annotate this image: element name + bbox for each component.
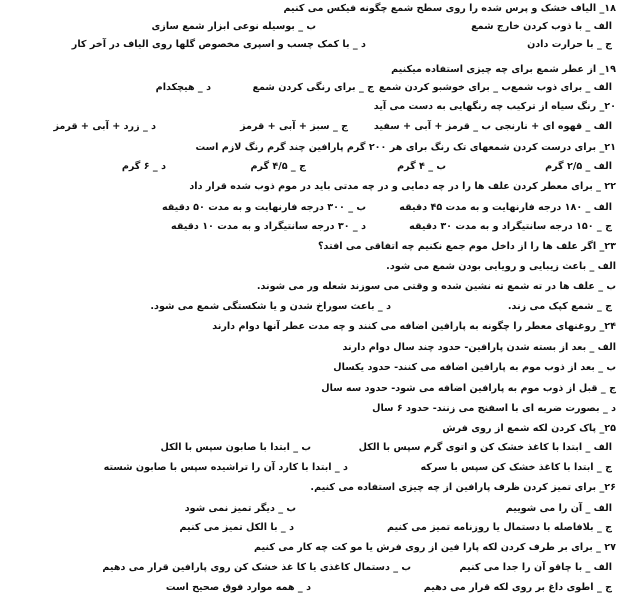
options-row [4, 118, 616, 135]
question-19: ۱۹_ از عطر شمع برای چه چیزی استفاده میکنیم [391, 64, 616, 75]
option-b: ب _ دیگر تمیز نمی شود [184, 503, 296, 514]
option-d: د _ ۳۰ درجه سانتیگراد و به مدت ۱۰ دقیقه [171, 221, 366, 232]
option-b: ب _ بوسیله نوعی ابزار شمع سازی [151, 21, 316, 32]
option-d: د _ هیچکدام [155, 82, 211, 93]
option-d: د _ ابتدا با کارد آن را تراشیده سپس با صابون شسته [103, 462, 348, 473]
option-c: ج _ بلافاصله با دستمال یا روزنامه تمیز می کنیم [386, 522, 612, 533]
option-b: ب _ قرمز + آبی + سفید [373, 121, 491, 132]
option-a: الف _ قهوه ای + نارنجی [494, 121, 612, 132]
option-b: ب _ ۳۰۰ درجه فارنهایت و به مدت ۵۰ دقیقه [161, 202, 366, 213]
option-a: الف _ بعد از بسته شدن پارافین- حدود چند سال دوام دارند [342, 342, 616, 353]
option-d: د _ زرد + آبی + قرمز [53, 121, 156, 132]
question-23: ۲۳_ اگر علف ها را از داخل موم جمع نکنیم چه اتفاقی می افتد؟ [317, 241, 616, 252]
options-row [4, 79, 616, 96]
option-d: د _ با کمک چسب و اسپری مخصوص گلها روی الیاف در آخر کار [71, 39, 366, 50]
option-c: ج _ ۴/۵ گرم [250, 161, 306, 172]
question-25: ۲۵_ پاک کردن لکه شمع از روی فرش [442, 423, 616, 434]
options-row [4, 579, 616, 596]
option-c: ج _ با حرارت دادن [527, 39, 612, 50]
option-a: الف _ ابتدا با کاغذ خشک کن و اتوی گرم سپس با الکل [358, 442, 612, 453]
question-22: ۲۲ _ برای معطر کردن علف ها را در چه دمایی و در چه مدتی باید در موم ذوب شده قرار داد [189, 181, 616, 192]
option-b: ب _ ۴ گرم [397, 161, 446, 172]
options-row [4, 439, 616, 456]
option-d: د _ همه موارد فوق صحیح است [165, 582, 311, 593]
option-b: ب _ ابتدا با صابون سپس با الکل [160, 442, 311, 453]
options-row [4, 519, 616, 536]
option-b: ب _ بعد از ذوب موم به پارافین اضافه می کنند- حدود یکسال [333, 362, 616, 373]
option-a: الف _ ۲/۵ گرم [545, 161, 612, 172]
question-20: ۲۰_ رنگ سیاه از ترکیب چه رنگهایی به دست می آید [373, 101, 616, 112]
option-c: ج _ ابتدا با کاغذ خشک کن سپس با سرکه [420, 462, 612, 473]
option-a: الف _ برای ذوب شمع [510, 82, 612, 93]
option-a: الف _ آن را می شوییم [505, 503, 612, 514]
option-c: ج _ ۱۵۰ درجه سانتیگراد و به مدت ۳۰ دقیقه [409, 221, 612, 232]
option-b: ب _ برای خوشبو کردن شمع [378, 82, 511, 93]
option-b: ب _ دستمال کاغذی یا کا غذ خشک کن روی پارافین قرار می دهیم [102, 562, 411, 573]
option-a: الف _ با چاقو آن را جدا می کنیم [459, 562, 612, 573]
question-24: ۲۴_ روغنهای معطر را چگونه به پارافین اضافه می کنند و چه مدت عطر آنها دوام دارند [212, 321, 616, 332]
option-d: د _ ۶ گرم [121, 161, 166, 172]
option-c: ج _ شمع کپک می زند. [507, 301, 612, 312]
question-27: ۲۷ _ برای بر طرف کردن لکه پارا فین از روی فرش یا مو کت چه کار می کنیم [253, 542, 616, 553]
options-row [4, 298, 616, 315]
question-21: ۲۱_ برای درست کردن شمعهای تک رنگ برای هر ۲۰۰ گرم پارافین چند گرم رنگ لازم است [195, 142, 616, 153]
question-26: ۲۶_ برای تمیز کردن ظرف پارافین از چه چیزی استفاده می کنیم. [310, 482, 616, 493]
option-c: ج _ قبل از ذوب موم به پارافین اضافه می شود- حدود سه سال [321, 383, 616, 394]
option-b: ب _ علف ها در ته شمع ته نشین شده و وقتی می سوزند شعله ور می شوند. [256, 281, 616, 292]
options-row [4, 199, 616, 216]
option-c: ج _ اطوی داغ بر روی لکه قرار می دهیم [423, 582, 612, 593]
option-c: ج _ برای رنگی کردن شمع [252, 82, 374, 93]
option-d: د _ بصورت ضربه ای با اسفنج می زنند- حدود ۶ سال [372, 403, 616, 414]
question-18: ۱۸_ الیاف خشک و پرس شده را روی سطح شمع چگونه فیکس می کنیم [283, 3, 616, 14]
options-row [4, 158, 616, 175]
option-a: الف _ باعث زیبایی و رویایی بودن شمع می شود. [386, 261, 616, 272]
option-d: د _ باعث سوراخ شدن و یا شکستگی شمع می شود. [150, 301, 391, 312]
option-a: الف _ ۱۸۰ درجه فارنهایت و به مدت ۴۵ دقیقه [399, 202, 612, 213]
options-row [4, 36, 616, 53]
option-c: ج _ سبز + آبی + قرمز [240, 121, 348, 132]
option-a: الف _ با ذوب کردن خارج شمع [471, 21, 612, 32]
options-row [4, 218, 616, 235]
option-d: د _ با الکل تمیز می کنیم [179, 522, 294, 533]
options-row [4, 559, 616, 576]
options-row [4, 18, 616, 35]
options-row [4, 459, 616, 476]
options-row [4, 500, 616, 517]
